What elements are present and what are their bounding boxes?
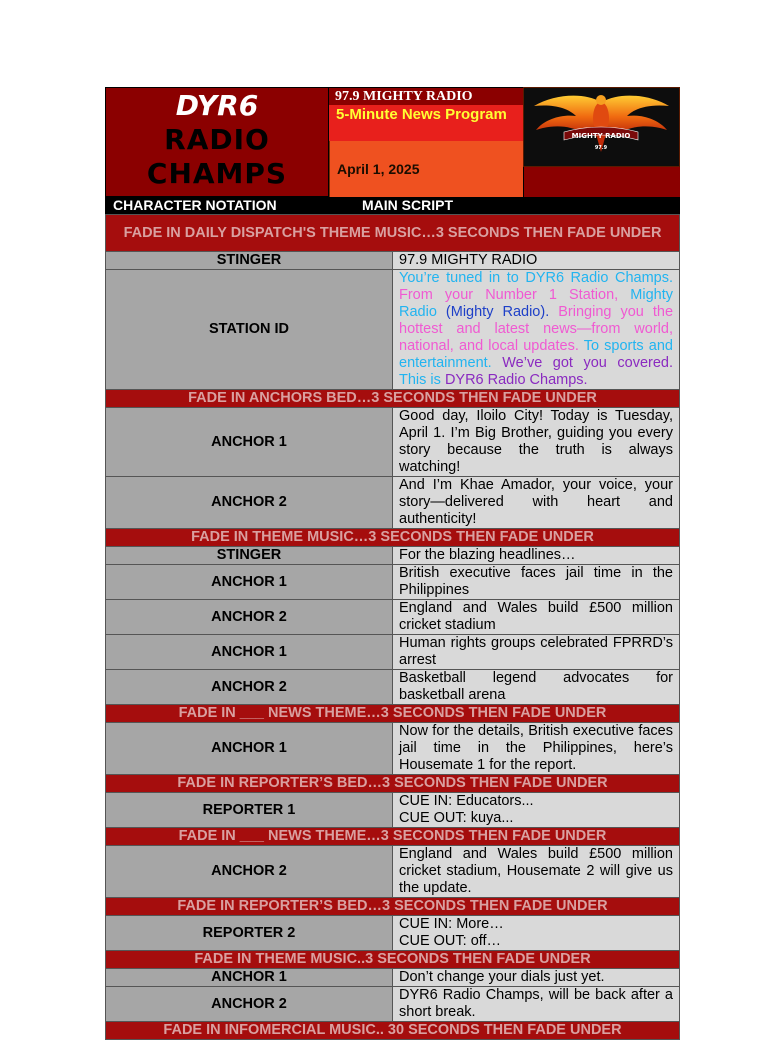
script-table: [105, 214, 680, 1040]
cue-row: FADE IN THEME MUSIC..3 SECONDS THEN FADE UNDER: [106, 951, 680, 969]
character-cell: STINGER: [106, 547, 393, 565]
character-cell: REPORTER 1: [106, 793, 393, 828]
script-cell: [393, 793, 680, 828]
character-cell: ANCHOR 2: [106, 846, 393, 898]
script-cell: British executive faces jail time in the Philippines: [393, 565, 680, 600]
cue-row: FADE IN ___ NEWS THEME…3 SECONDS THEN FADE UNDER: [106, 828, 680, 846]
cue-out: CUE OUT: kuya...: [399, 810, 514, 826]
script-header: [105, 87, 680, 197]
script-cell: England and Wales build £500 million cricket stadium, Housemate 2 will give us the update.: [393, 846, 680, 898]
script-cell: DYR6 Radio Champs, will be back after a short break.: [393, 987, 680, 1022]
cue-row: FADE IN ___ NEWS THEME…3 SECONDS THEN FADE UNDER: [106, 705, 680, 723]
phoenix-logo-icon: [523, 87, 680, 167]
cue-row: FADE IN REPORTER’S BED…3 SECONDS THEN FADE UNDER: [106, 898, 680, 916]
radio-script-document: [105, 87, 680, 1040]
cue-row: FADE IN REPORTER’S BED…3 SECONDS THEN FADE UNDER: [106, 775, 680, 793]
station-id-script: You’re tuned in to DYR6 Radio Champs. From your Number 1 Station, Mighty Radio (Mighty Radio). Bringing you the hottest and latest news—from world, national, and local updates. To sports and entertainment. We’ve got you covered. This is DYR6 Radio Champs.: [393, 270, 680, 390]
cue-in: CUE IN: More…: [399, 916, 504, 932]
logo-frequency: 97.9: [594, 145, 608, 151]
character-cell: STATION ID: [106, 270, 393, 390]
table-row: [106, 635, 680, 670]
character-cell: ANCHOR 2: [106, 670, 393, 705]
table-row: [106, 547, 680, 565]
cue-in: CUE IN: Educators...: [399, 793, 534, 809]
table-row: [106, 408, 680, 477]
character-cell: REPORTER 2: [106, 916, 393, 951]
character-cell: ANCHOR 1: [106, 565, 393, 600]
brand-line-3: CHAMPS: [146, 157, 288, 190]
table-row: [106, 987, 680, 1022]
broadcast-date: April 1, 2025: [329, 141, 523, 197]
cue-out: CUE OUT: off…: [399, 933, 502, 949]
brand-block: [105, 87, 329, 197]
table-row: [106, 916, 680, 951]
table-row: [106, 723, 680, 775]
character-cell: ANCHOR 1: [106, 723, 393, 775]
script-cell: 97.9 MIGHTY RADIO: [393, 252, 680, 270]
script-cell: Now for the details, British executive faces jail time in the Philippines, here’s Housemate 1 for the report.: [393, 723, 680, 775]
program-title: 5-Minute News Program: [329, 105, 523, 141]
table-row: [106, 600, 680, 635]
column-header: [105, 197, 680, 214]
character-cell: ANCHOR 2: [106, 600, 393, 635]
cue-row: FADE IN DAILY DISPATCH'S THEME MUSIC…3 SECONDS THEN FADE UNDER: [106, 215, 680, 252]
character-cell: ANCHOR 2: [106, 477, 393, 529]
table-row: [106, 793, 680, 828]
cue-row: FADE IN THEME MUSIC…3 SECONDS THEN FADE UNDER: [106, 529, 680, 547]
character-cell: ANCHOR 1: [106, 408, 393, 477]
script-cell: Good day, Iloilo City! Today is Tuesday, April 1. I’m Big Brother, guiding you every story because the truth is always watching!: [393, 408, 680, 477]
station-name: 97.9 MIGHTY RADIO: [329, 87, 523, 105]
table-row: [106, 252, 680, 270]
character-cell: ANCHOR 1: [106, 635, 393, 670]
cue-row: FADE IN ANCHORS BED…3 SECONDS THEN FADE UNDER: [106, 390, 680, 408]
table-row: [106, 565, 680, 600]
script-cell: Human rights groups celebrated FPRRD’s arrest: [393, 635, 680, 670]
character-cell: ANCHOR 1: [106, 969, 393, 987]
column-character-label: CHARACTER NOTATION: [113, 197, 277, 213]
table-row: [106, 846, 680, 898]
column-script-label: MAIN SCRIPT: [362, 197, 453, 213]
table-row: [106, 969, 680, 987]
logo-footer-band: [523, 167, 680, 197]
cue-row: FADE IN INFOMERCIAL MUSIC.. 30 SECONDS THEN FADE UNDER: [106, 1022, 680, 1040]
table-row: [106, 270, 680, 390]
character-cell: ANCHOR 2: [106, 987, 393, 1022]
logo-text: MIGHTY RADIO: [571, 132, 631, 140]
character-cell: STINGER: [106, 252, 393, 270]
table-row: [106, 477, 680, 529]
script-cell: For the blazing headlines…: [393, 547, 680, 565]
script-cell: Basketball legend advocates for basketball arena: [393, 670, 680, 705]
script-cell: [393, 916, 680, 951]
brand-line-2: RADIO: [164, 123, 270, 156]
table-row: [106, 670, 680, 705]
brand-line-1: DYR6: [175, 89, 259, 122]
script-cell: Don’t change your dials just yet.: [393, 969, 680, 987]
script-cell: England and Wales build £500 million cricket stadium: [393, 600, 680, 635]
script-cell: And I’m Khae Amador, your voice, your story—delivered with heart and authenticity!: [393, 477, 680, 529]
